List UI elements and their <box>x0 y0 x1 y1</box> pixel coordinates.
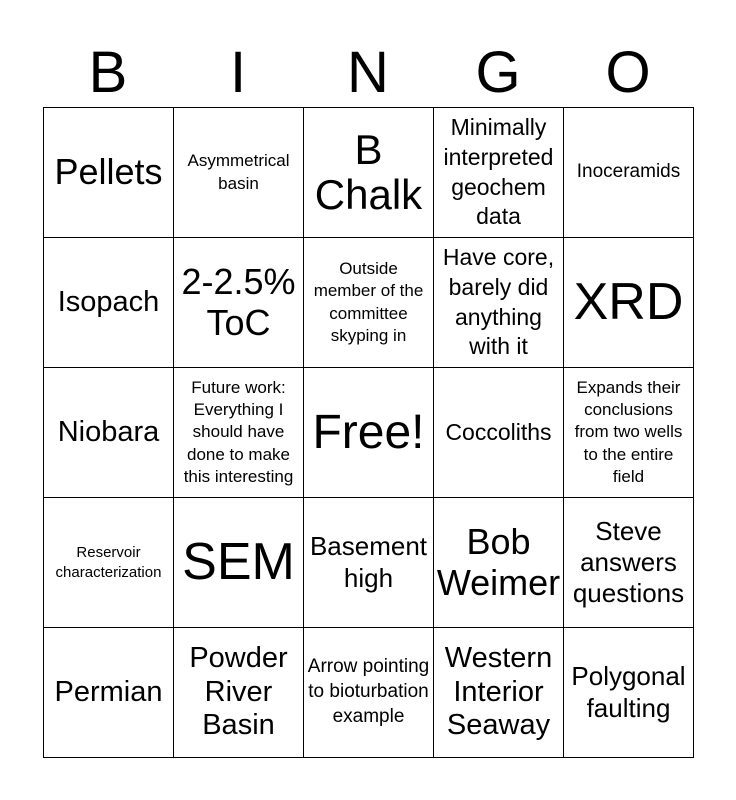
bingo-cell[interactable] <box>564 108 694 238</box>
cell-text: Powder River Basin <box>189 642 288 742</box>
bingo-cell[interactable] <box>44 498 174 628</box>
bingo-card <box>43 107 694 758</box>
bingo-cell[interactable] <box>174 498 304 628</box>
bingo-cell[interactable] <box>44 108 174 238</box>
cell-text: B Chalk <box>314 126 423 218</box>
header-letter-n: N <box>347 40 389 105</box>
cell-text: Expands their conclusions from two wells to the entire field <box>574 378 683 486</box>
header-letter-b: B <box>88 40 128 105</box>
bingo-cell[interactable] <box>44 368 174 498</box>
header-letter-o: O <box>605 40 651 105</box>
bingo-cell[interactable] <box>174 108 304 238</box>
bingo-cell[interactable] <box>304 628 434 758</box>
cell-text: Coccoliths <box>445 418 552 445</box>
bingo-header <box>43 40 693 106</box>
bingo-cell[interactable] <box>434 498 564 628</box>
cell-text: Western Interior Seaway <box>444 642 553 742</box>
header-letter-i: I <box>229 40 247 105</box>
bingo-cell-free[interactable] <box>304 368 434 498</box>
cell-text: 2-2.5% ToC <box>181 261 296 343</box>
cell-text: Outside member of the committee skyping in <box>313 259 424 345</box>
bingo-cell[interactable] <box>174 368 304 498</box>
bingo-cell[interactable] <box>564 498 694 628</box>
bingo-cell[interactable] <box>434 628 564 758</box>
cell-text: SEM <box>182 533 295 592</box>
cell-text: Isopach <box>57 285 160 318</box>
cell-text: Free! <box>312 405 425 459</box>
cell-text: Steve answers questions <box>572 515 685 609</box>
cell-text: Minimally interpreted geochem data <box>443 113 554 230</box>
bingo-cell[interactable] <box>564 238 694 368</box>
cell-text: Basement high <box>309 531 428 593</box>
cell-text: Have core, barely did anything with it <box>442 243 555 360</box>
cell-text: Reservoir characterization <box>55 544 162 581</box>
cell-text: Polygonal faulting <box>571 661 686 723</box>
bingo-cell[interactable] <box>174 238 304 368</box>
cell-text: Permian <box>54 675 163 708</box>
bingo-cell[interactable] <box>44 628 174 758</box>
cell-text: Asymmetrical basin <box>187 151 290 193</box>
bingo-cell[interactable] <box>304 498 434 628</box>
bingo-cell[interactable] <box>434 238 564 368</box>
cell-text: Niobara <box>57 415 160 448</box>
bingo-cell[interactable] <box>44 238 174 368</box>
bingo-cell[interactable] <box>304 238 434 368</box>
bingo-cell[interactable] <box>434 368 564 498</box>
cell-text: XRD <box>573 273 684 332</box>
cell-text: Future work: Everything I should have done to make this interesting <box>183 378 294 486</box>
cell-text: Arrow pointing to bioturbation example <box>307 656 430 727</box>
bingo-cell[interactable] <box>434 108 564 238</box>
header-letter-g: G <box>475 40 521 105</box>
cell-text: Inoceramids <box>576 161 681 183</box>
bingo-cell[interactable] <box>564 368 694 498</box>
cell-text: Bob Weimer <box>436 521 561 603</box>
bingo-cell[interactable] <box>304 108 434 238</box>
cell-text: Pellets <box>54 151 163 193</box>
bingo-cell[interactable] <box>564 628 694 758</box>
bingo-cell[interactable] <box>174 628 304 758</box>
